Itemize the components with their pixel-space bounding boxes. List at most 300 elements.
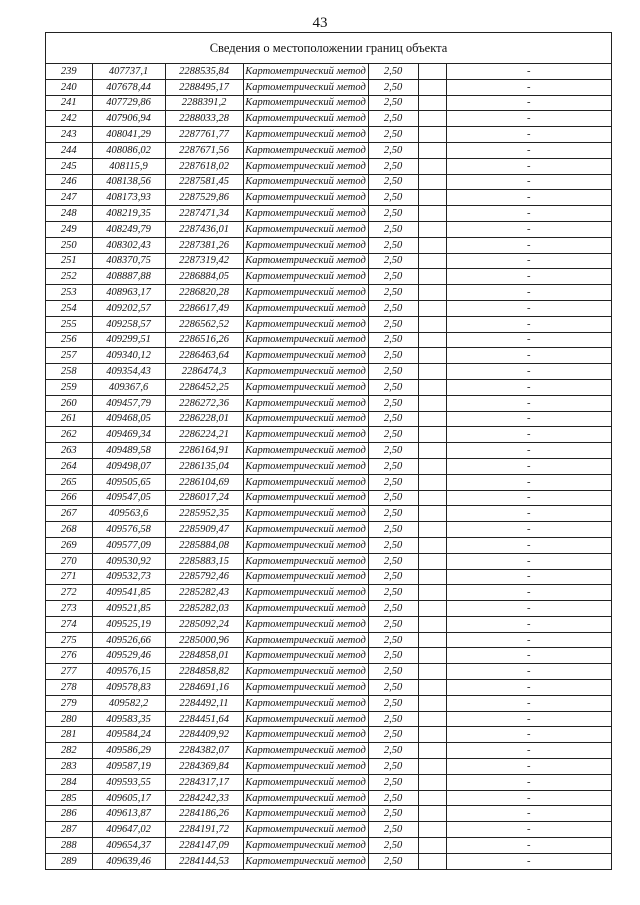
empty-cell [418,237,446,253]
note-cell: - [446,64,611,79]
point-number-cell: 288 [46,838,92,854]
note-cell: - [446,142,611,158]
x-coordinate-cell: 409202,57 [92,300,165,316]
table-row [46,648,611,664]
x-coordinate-cell: 408138,56 [92,174,165,190]
empty-cell [418,64,446,79]
note-cell: - [446,158,611,174]
x-coordinate-cell: 409498,07 [92,458,165,474]
x-coordinate-cell: 409613,87 [92,806,165,822]
method-cell: Картометрический метод [243,585,368,601]
empty-cell [418,427,446,443]
x-coordinate-cell: 409258,57 [92,316,165,332]
empty-cell [418,142,446,158]
point-number-cell: 244 [46,142,92,158]
point-number-cell: 280 [46,711,92,727]
y-coordinate-cell: 2284191,72 [165,822,243,838]
y-coordinate-cell: 2285282,03 [165,601,243,617]
point-number-cell: 253 [46,285,92,301]
empty-cell [418,221,446,237]
point-number-cell: 259 [46,379,92,395]
empty-cell [418,364,446,380]
x-coordinate-cell: 409489,58 [92,443,165,459]
method-cell: Картометрический метод [243,648,368,664]
table-row [46,300,611,316]
note-cell: - [446,632,611,648]
table-row [46,158,611,174]
accuracy-cell: 2,50 [368,142,418,158]
table-row [46,253,611,269]
x-coordinate-cell: 409457,79 [92,395,165,411]
method-cell: Картометрический метод [243,822,368,838]
x-coordinate-cell: 409532,73 [92,569,165,585]
empty-cell [418,553,446,569]
method-cell: Картометрический метод [243,506,368,522]
accuracy-cell: 2,50 [368,759,418,775]
x-coordinate-cell: 409354,43 [92,364,165,380]
note-cell: - [446,300,611,316]
note-cell: - [446,348,611,364]
accuracy-cell: 2,50 [368,332,418,348]
accuracy-cell: 2,50 [368,553,418,569]
y-coordinate-cell: 2288495,17 [165,79,243,95]
note-cell: - [446,364,611,380]
empty-cell [418,158,446,174]
x-coordinate-cell: 409586,29 [92,743,165,759]
empty-cell [418,680,446,696]
y-coordinate-cell: 2284382,07 [165,743,243,759]
table-row [46,806,611,822]
x-coordinate-cell: 409367,6 [92,379,165,395]
method-cell: Картометрический метод [243,632,368,648]
point-number-cell: 262 [46,427,92,443]
boundary-table-sheet [45,32,612,870]
point-number-cell: 284 [46,774,92,790]
accuracy-cell: 2,50 [368,853,418,868]
accuracy-cell: 2,50 [368,269,418,285]
note-cell: - [446,190,611,206]
empty-cell [418,458,446,474]
accuracy-cell: 2,50 [368,64,418,79]
accuracy-cell: 2,50 [368,174,418,190]
method-cell: Картометрический метод [243,774,368,790]
y-coordinate-cell: 2285000,96 [165,632,243,648]
note-cell: - [446,695,611,711]
y-coordinate-cell: 2285952,35 [165,506,243,522]
table-row [46,285,611,301]
point-number-cell: 260 [46,395,92,411]
table-row [46,316,611,332]
method-cell: Картометрический метод [243,458,368,474]
note-cell: - [446,379,611,395]
method-cell: Картометрический метод [243,158,368,174]
method-cell: Картометрический метод [243,269,368,285]
point-number-cell: 239 [46,64,92,79]
table-row [46,553,611,569]
empty-cell [418,537,446,553]
point-number-cell: 243 [46,127,92,143]
table-row [46,759,611,775]
point-number-cell: 279 [46,695,92,711]
point-number-cell: 251 [46,253,92,269]
empty-cell [418,348,446,364]
method-cell: Картометрический метод [243,95,368,111]
x-coordinate-cell: 408086,02 [92,142,165,158]
table-row [46,221,611,237]
x-coordinate-cell: 408370,75 [92,253,165,269]
empty-cell [418,664,446,680]
point-number-cell: 277 [46,664,92,680]
empty-cell [418,490,446,506]
x-coordinate-cell: 408041,29 [92,127,165,143]
x-coordinate-cell: 408302,43 [92,237,165,253]
coordinates-table-body [46,64,611,869]
accuracy-cell: 2,50 [368,743,418,759]
accuracy-cell: 2,50 [368,300,418,316]
x-coordinate-cell: 409605,17 [92,790,165,806]
y-coordinate-cell: 2284858,82 [165,664,243,680]
accuracy-cell: 2,50 [368,206,418,222]
method-cell: Картометрический метод [243,190,368,206]
method-cell: Картометрический метод [243,853,368,868]
y-coordinate-cell: 2284147,09 [165,838,243,854]
empty-cell [418,569,446,585]
method-cell: Картометрический метод [243,569,368,585]
x-coordinate-cell: 408219,35 [92,206,165,222]
point-number-cell: 273 [46,601,92,617]
note-cell: - [446,727,611,743]
empty-cell [418,648,446,664]
method-cell: Картометрический метод [243,537,368,553]
table-row [46,853,611,868]
note-cell: - [446,680,611,696]
accuracy-cell: 2,50 [368,411,418,427]
table-row [46,95,611,111]
accuracy-cell: 2,50 [368,111,418,127]
empty-cell [418,838,446,854]
method-cell: Картометрический метод [243,206,368,222]
method-cell: Картометрический метод [243,743,368,759]
table-row [46,142,611,158]
note-cell: - [446,269,611,285]
method-cell: Картометрический метод [243,443,368,459]
y-coordinate-cell: 2288391,2 [165,95,243,111]
note-cell: - [446,537,611,553]
y-coordinate-cell: 2284451,64 [165,711,243,727]
y-coordinate-cell: 2287761,77 [165,127,243,143]
x-coordinate-cell: 409582,2 [92,695,165,711]
point-number-cell: 283 [46,759,92,775]
x-coordinate-cell: 407737,1 [92,64,165,79]
note-cell: - [446,822,611,838]
method-cell: Картометрический метод [243,490,368,506]
x-coordinate-cell: 409525,19 [92,616,165,632]
method-cell: Картометрический метод [243,79,368,95]
method-cell: Картометрический метод [243,664,368,680]
y-coordinate-cell: 2286104,69 [165,474,243,490]
table-row [46,680,611,696]
note-cell: - [446,838,611,854]
accuracy-cell: 2,50 [368,474,418,490]
x-coordinate-cell: 409468,05 [92,411,165,427]
y-coordinate-cell: 2284144,53 [165,853,243,868]
method-cell: Картометрический метод [243,174,368,190]
table-row [46,506,611,522]
note-cell: - [446,601,611,617]
coordinates-table [46,64,611,869]
accuracy-cell: 2,50 [368,253,418,269]
x-coordinate-cell: 409587,19 [92,759,165,775]
table-row [46,237,611,253]
note-cell: - [446,395,611,411]
point-number-cell: 276 [46,648,92,664]
empty-cell [418,806,446,822]
table-row [46,269,611,285]
table-row [46,348,611,364]
empty-cell [418,601,446,617]
method-cell: Картометрический метод [243,711,368,727]
method-cell: Картометрический метод [243,522,368,538]
x-coordinate-cell: 408249,79 [92,221,165,237]
table-row [46,443,611,459]
note-cell: - [446,774,611,790]
empty-cell [418,711,446,727]
accuracy-cell: 2,50 [368,806,418,822]
table-row [46,838,611,854]
x-coordinate-cell: 409654,37 [92,838,165,854]
note-cell: - [446,553,611,569]
note-cell: - [446,648,611,664]
y-coordinate-cell: 2284369,84 [165,759,243,775]
empty-cell [418,190,446,206]
note-cell: - [446,95,611,111]
empty-cell [418,395,446,411]
y-coordinate-cell: 2286617,49 [165,300,243,316]
point-number-cell: 272 [46,585,92,601]
accuracy-cell: 2,50 [368,364,418,380]
x-coordinate-cell: 409340,12 [92,348,165,364]
method-cell: Картометрический метод [243,680,368,696]
x-coordinate-cell: 409578,83 [92,680,165,696]
note-cell: - [446,664,611,680]
note-cell: - [446,853,611,868]
y-coordinate-cell: 2286272,36 [165,395,243,411]
method-cell: Картометрический метод [243,316,368,332]
note-cell: - [446,474,611,490]
table-row [46,774,611,790]
method-cell: Картометрический метод [243,838,368,854]
method-cell: Картометрический метод [243,411,368,427]
empty-cell [418,127,446,143]
note-cell: - [446,443,611,459]
note-cell: - [446,237,611,253]
empty-cell [418,853,446,868]
point-number-cell: 258 [46,364,92,380]
method-cell: Картометрический метод [243,379,368,395]
accuracy-cell: 2,50 [368,522,418,538]
accuracy-cell: 2,50 [368,395,418,411]
accuracy-cell: 2,50 [368,680,418,696]
point-number-cell: 289 [46,853,92,868]
empty-cell [418,695,446,711]
x-coordinate-cell: 409521,85 [92,601,165,617]
y-coordinate-cell: 2287471,34 [165,206,243,222]
point-number-cell: 246 [46,174,92,190]
accuracy-cell: 2,50 [368,127,418,143]
method-cell: Картометрический метод [243,427,368,443]
y-coordinate-cell: 2284492,11 [165,695,243,711]
x-coordinate-cell: 409469,34 [92,427,165,443]
point-number-cell: 275 [46,632,92,648]
empty-cell [418,522,446,538]
table-row [46,474,611,490]
accuracy-cell: 2,50 [368,95,418,111]
accuracy-cell: 2,50 [368,221,418,237]
table-row [46,64,611,79]
point-number-cell: 271 [46,569,92,585]
note-cell: - [446,127,611,143]
method-cell: Картометрический метод [243,806,368,822]
x-coordinate-cell: 409541,85 [92,585,165,601]
note-cell: - [446,569,611,585]
accuracy-cell: 2,50 [368,648,418,664]
accuracy-cell: 2,50 [368,569,418,585]
page-number: 43 [312,15,328,31]
point-number-cell: 268 [46,522,92,538]
empty-cell [418,474,446,490]
table-row [46,458,611,474]
x-coordinate-cell: 408887,88 [92,269,165,285]
method-cell: Картометрический метод [243,253,368,269]
method-cell: Картометрический метод [243,395,368,411]
table-row [46,695,611,711]
note-cell: - [446,111,611,127]
x-coordinate-cell: 409547,05 [92,490,165,506]
point-number-cell: 282 [46,743,92,759]
accuracy-cell: 2,50 [368,790,418,806]
table-row [46,585,611,601]
table-row [46,379,611,395]
method-cell: Картометрический метод [243,601,368,617]
y-coordinate-cell: 2286562,52 [165,316,243,332]
table-row [46,174,611,190]
accuracy-cell: 2,50 [368,427,418,443]
accuracy-cell: 2,50 [368,190,418,206]
table-row [46,664,611,680]
y-coordinate-cell: 2286474,3 [165,364,243,380]
empty-cell [418,727,446,743]
x-coordinate-cell: 409505,65 [92,474,165,490]
method-cell: Картометрический метод [243,364,368,380]
y-coordinate-cell: 2288033,28 [165,111,243,127]
empty-cell [418,443,446,459]
note-cell: - [446,79,611,95]
accuracy-cell: 2,50 [368,727,418,743]
y-coordinate-cell: 2285909,47 [165,522,243,538]
empty-cell [418,269,446,285]
x-coordinate-cell: 409576,58 [92,522,165,538]
method-cell: Картометрический метод [243,553,368,569]
point-number-cell: 242 [46,111,92,127]
empty-cell [418,822,446,838]
point-number-cell: 254 [46,300,92,316]
empty-cell [418,506,446,522]
point-number-cell: 248 [46,206,92,222]
point-number-cell: 270 [46,553,92,569]
y-coordinate-cell: 2286516,26 [165,332,243,348]
point-number-cell: 245 [46,158,92,174]
table-row [46,601,611,617]
note-cell: - [446,221,611,237]
x-coordinate-cell: 409647,02 [92,822,165,838]
point-number-cell: 278 [46,680,92,696]
point-number-cell: 247 [46,190,92,206]
note-cell: - [446,585,611,601]
table-row [46,790,611,806]
y-coordinate-cell: 2286164,91 [165,443,243,459]
table-row [46,364,611,380]
point-number-cell: 255 [46,316,92,332]
empty-cell [418,285,446,301]
empty-cell [418,759,446,775]
y-coordinate-cell: 2286820,28 [165,285,243,301]
accuracy-cell: 2,50 [368,490,418,506]
empty-cell [418,79,446,95]
table-row [46,111,611,127]
x-coordinate-cell: 407678,44 [92,79,165,95]
empty-cell [418,206,446,222]
table-row [46,190,611,206]
x-coordinate-cell: 409526,66 [92,632,165,648]
x-coordinate-cell: 408115,9 [92,158,165,174]
point-number-cell: 256 [46,332,92,348]
point-number-cell: 286 [46,806,92,822]
accuracy-cell: 2,50 [368,237,418,253]
y-coordinate-cell: 2287436,01 [165,221,243,237]
accuracy-cell: 2,50 [368,458,418,474]
point-number-cell: 281 [46,727,92,743]
note-cell: - [446,711,611,727]
note-cell: - [446,316,611,332]
method-cell: Картометрический метод [243,237,368,253]
note-cell: - [446,806,611,822]
table-title: Сведения о местоположении границ объекта [46,33,611,64]
table-row [46,616,611,632]
y-coordinate-cell: 2287529,86 [165,190,243,206]
empty-cell [418,743,446,759]
empty-cell [418,585,446,601]
table-row [46,822,611,838]
empty-cell [418,174,446,190]
accuracy-cell: 2,50 [368,506,418,522]
note-cell: - [446,790,611,806]
point-number-cell: 265 [46,474,92,490]
x-coordinate-cell: 408173,93 [92,190,165,206]
empty-cell [418,632,446,648]
table-row [46,332,611,348]
note-cell: - [446,285,611,301]
accuracy-cell: 2,50 [368,774,418,790]
y-coordinate-cell: 2286884,05 [165,269,243,285]
x-coordinate-cell: 409530,92 [92,553,165,569]
accuracy-cell: 2,50 [368,443,418,459]
accuracy-cell: 2,50 [368,379,418,395]
note-cell: - [446,427,611,443]
y-coordinate-cell: 2287581,45 [165,174,243,190]
point-number-cell: 249 [46,221,92,237]
table-row [46,711,611,727]
method-cell: Картометрический метод [243,759,368,775]
